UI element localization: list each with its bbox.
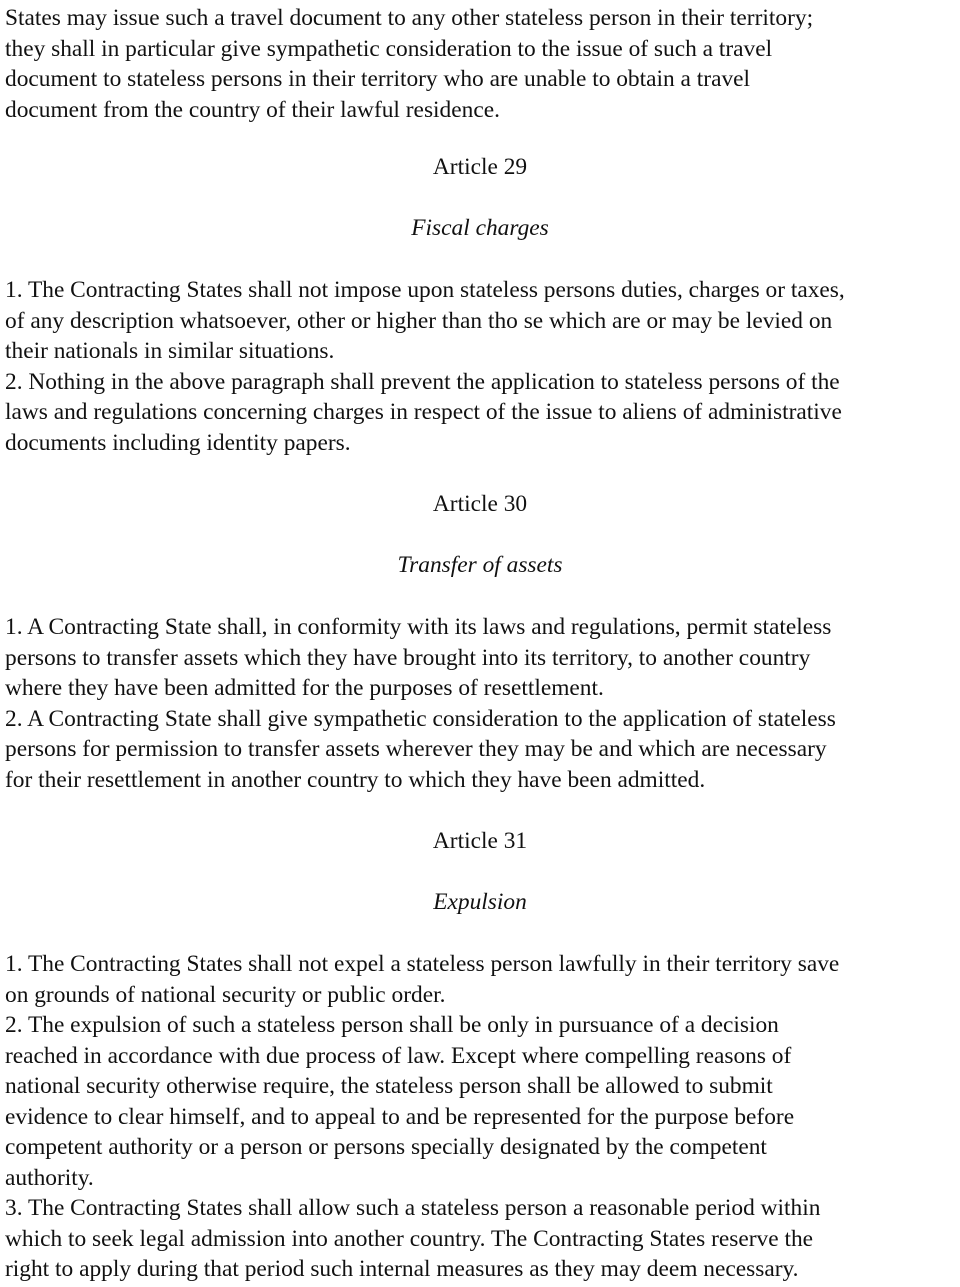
text-line: 1. The Contracting States shall not impose upon stateless persons duties, charges or taxes,	[5, 277, 845, 303]
text-line: 1. A Contracting State shall, in conformity with its laws and regulations, permit stateless	[5, 614, 832, 640]
text-line: 2. The expulsion of such a stateless person shall be only in pursuance of a decision	[5, 1012, 779, 1038]
text-line: 1. The Contracting States shall not expel a stateless person lawfully in their territory save	[5, 951, 840, 977]
text-line: right to apply during that period such internal measures as they may deem necessary.	[5, 1256, 799, 1282]
article-29-title: Fiscal charges	[411, 215, 549, 241]
article-31-body	[5, 949, 960, 1285]
article-29-heading: Article 29	[432, 154, 528, 180]
text-line: document to stateless persons in their territory who are unable to obtain a travel	[5, 66, 751, 92]
text-line: on grounds of national security or public order.	[5, 981, 446, 1008]
text-line: documents including identity papers.	[5, 429, 351, 456]
text-line: document from the country of their lawful residence.	[5, 96, 500, 123]
article-31-heading: Article 31	[432, 828, 528, 854]
article-30-body	[5, 612, 960, 795]
text-line: authority.	[5, 1164, 94, 1191]
text-line: competent authority or a person or persons specially designated by the competent	[5, 1134, 767, 1160]
text-line: they shall in particular give sympathetic consideration to the issue of such a travel	[5, 35, 773, 62]
text-line: reached in accordance with due process of law. Except where compelling reasons of	[5, 1042, 792, 1069]
text-line: which to seek legal admission into another country. The Contracting States reserve the	[5, 1225, 814, 1252]
text-line: of any description whatsoever, other or higher than tho se which are or may be levied on	[5, 307, 833, 334]
text-line: evidence to clear himself, and to appeal to and be represented for the purpose before	[5, 1103, 795, 1130]
text-line: where they have been admitted for the purposes of resettlement.	[5, 675, 604, 701]
article-31-title: Expulsion	[433, 889, 527, 915]
intro-paragraph	[5, 3, 960, 125]
article-29-body	[5, 275, 960, 458]
article-30-heading: Article 30	[432, 491, 528, 517]
text-line: 2. A Contracting State shall give sympathetic consideration to the application of stateless	[5, 705, 836, 732]
article-30-title: Transfer of assets	[397, 552, 563, 578]
text-line: their nationals in similar situations.	[5, 338, 335, 364]
text-line: persons for permission to transfer assets wherever they may be and which are necessary	[5, 736, 827, 762]
text-line: persons to transfer assets which they have brought into its territory, to another country	[5, 644, 811, 671]
text-line: 3. The Contracting States shall allow such a stateless person a reasonable period within	[5, 1195, 821, 1221]
text-line: 2. Nothing in the above paragraph shall prevent the application to stateless persons of the	[5, 368, 840, 395]
text-line: laws and regulations concerning charges in respect of the issue to aliens of administrative	[5, 399, 842, 425]
text-line: national security otherwise require, the stateless person shall be allowed to submit	[5, 1073, 773, 1099]
text-line: States may issue such a travel document to any other stateless person in their territory;	[5, 5, 814, 31]
text-line: for their resettlement in another country to which they have been admitted.	[5, 766, 706, 793]
